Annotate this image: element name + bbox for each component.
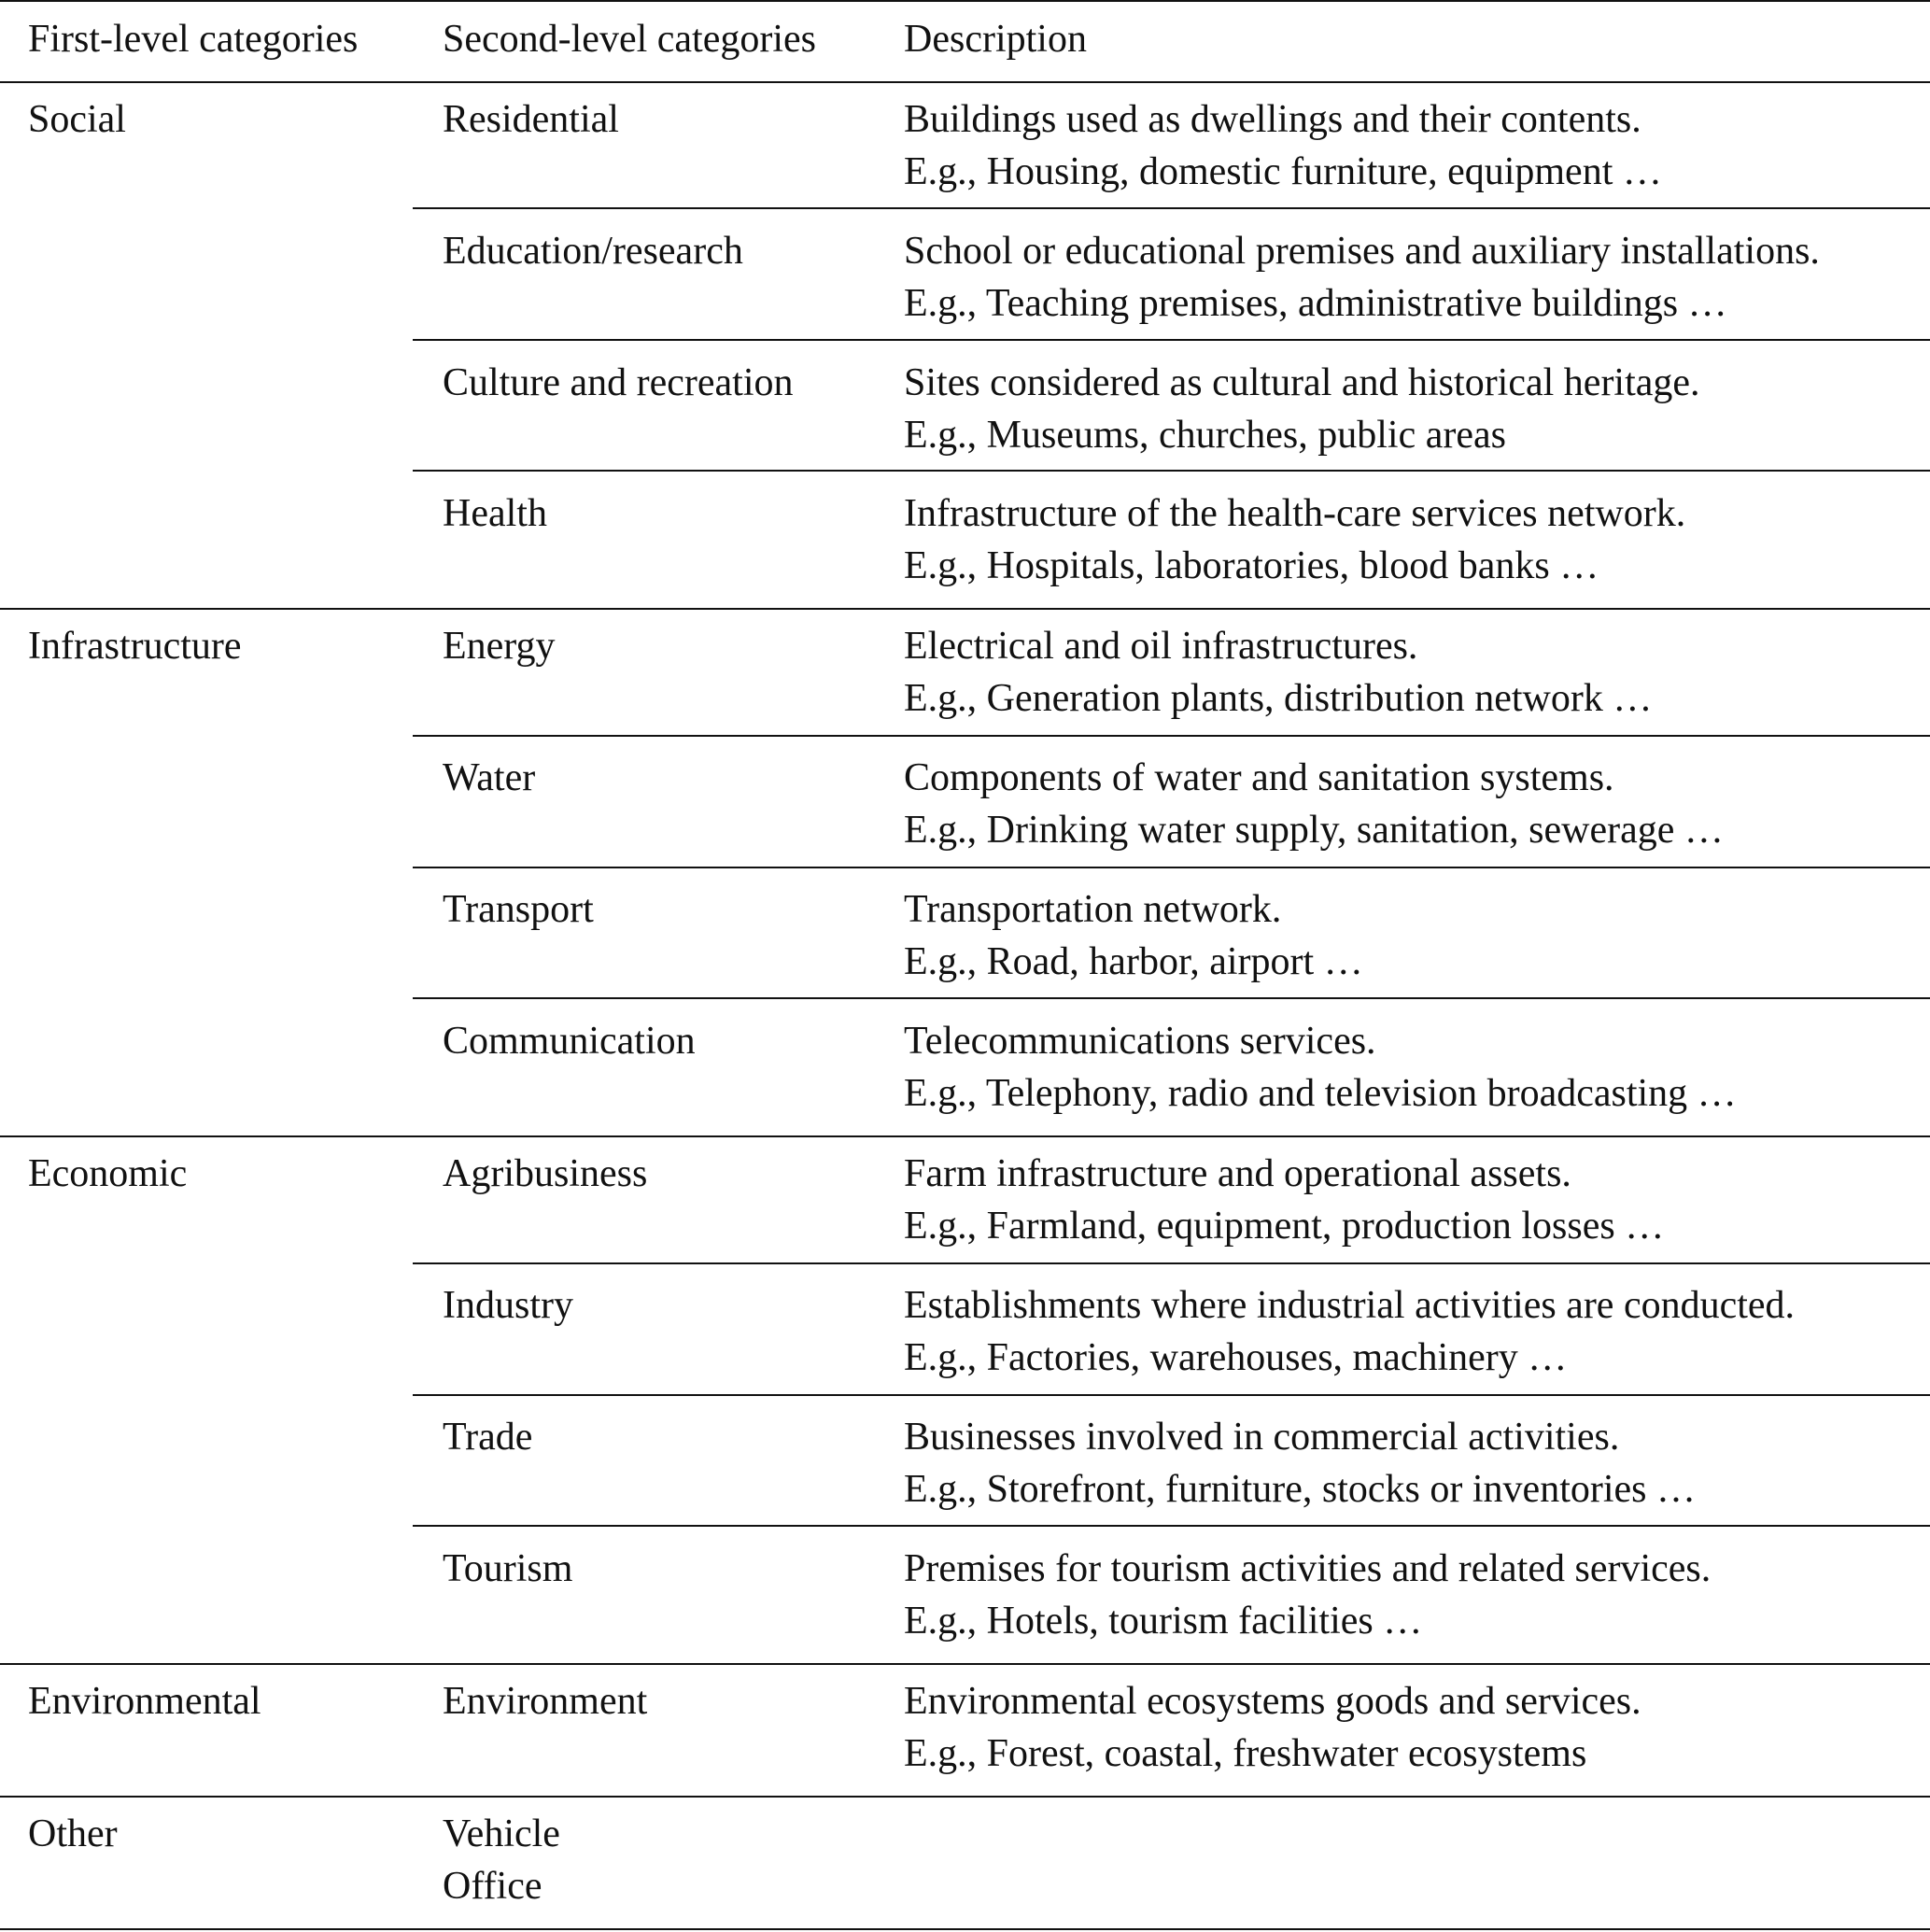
description-text: Establishments where industrial activities are conducted. [904,1284,1796,1327]
description-example: E.g., Hotels, tourism facilities … [904,1600,1423,1643]
description-example: E.g., Factories, warehouses, machinery … [904,1336,1568,1379]
description-text: Components of water and sanitation systems. [904,756,1614,799]
group-name-economic: Economic [28,1152,188,1195]
description-example: E.g., Hospitals, laboratories, blood banks … [904,544,1599,587]
subcategory: Agribusiness [443,1152,648,1195]
description [904,225,1820,330]
description-text: Sites considered as cultural and historical heritage. [904,361,1700,404]
subcategory: Transport [443,888,594,931]
group-name-other: Other [28,1812,118,1855]
group-name-infrastructure: Infrastructure [28,625,242,668]
subcategory-vehicle: Vehicle [443,1812,560,1855]
group-name-social: Social [28,98,126,141]
group-rule [0,1135,1930,1137]
header-second-level: Second-level categories [443,18,816,61]
subcategory: Industry [443,1284,573,1327]
subcategory: Tourism [443,1547,573,1590]
description-example: E.g., Road, harbor, airport … [904,940,1363,983]
group-name-environmental: Environmental [28,1680,261,1723]
description-text: Businesses involved in commercial activities. [904,1416,1620,1459]
row-rule [413,735,1930,737]
row-rule [413,867,1930,868]
description [904,1015,1737,1120]
group-rule [0,608,1930,610]
description-text: Farm infrastructure and operational assets. [904,1152,1571,1195]
description-text: Telecommunications services. [904,1020,1376,1063]
subcategory: Water [443,756,536,799]
description-text: Buildings used as dwellings and their contents. [904,98,1641,141]
description [904,487,1685,592]
row-rule [413,339,1930,341]
description-example: E.g., Teaching premises, administrative buildings … [904,282,1727,325]
description-text: School or educational premises and auxiliary installations. [904,230,1820,273]
subcategory: Health [443,492,547,535]
header-rule [0,81,1930,83]
description-text: Electrical and oil infrastructures. [904,625,1418,668]
description [904,1675,1641,1780]
row-rule [413,1262,1930,1264]
subcategory: Residential [443,98,619,141]
subcategory-office: Office [443,1865,542,1908]
description-example: E.g., Storefront, furniture, stocks or inventories … [904,1468,1696,1511]
top-rule [0,0,1930,2]
description [904,93,1662,198]
row-rule [413,207,1930,209]
description-example: E.g., Drinking water supply, sanitation, sewerage … [904,809,1724,852]
header-description: Description [904,18,1087,61]
subcategory: Culture and recreation [443,361,794,404]
subcategory: Environment [443,1680,648,1723]
row-rule [413,470,1930,472]
subcategory: Energy [443,625,556,668]
row-rule [413,1525,1930,1527]
description [904,883,1363,988]
group-rule [0,1796,1930,1798]
description [904,1279,1795,1384]
description-example: E.g., Telephony, radio and television broadcasting … [904,1072,1737,1115]
description [904,620,1652,725]
description-example: E.g., Museums, churches, public areas [904,414,1506,457]
description-text: Premises for tourism activities and related services. [904,1547,1712,1590]
description-example: E.g., Farmland, equipment, production losses … [904,1205,1665,1248]
group-rule [0,1663,1930,1665]
bottom-rule [0,1928,1930,1930]
description [904,1148,1664,1252]
subcategory: Communication [443,1020,696,1063]
description-text: Transportation network. [904,888,1282,931]
header-first-level: First-level categories [28,18,359,61]
description [904,752,1724,856]
description [904,1543,1711,1647]
subcategory [443,1808,560,1912]
description-example: E.g., Forest, coastal, freshwater ecosystems [904,1732,1587,1775]
description-example: E.g., Generation plants, distribution network … [904,677,1653,720]
row-rule [413,1394,1930,1396]
description [904,357,1700,461]
subcategory: Education/research [443,230,743,273]
description-text: Infrastructure of the health-care services network. [904,492,1686,535]
description-example: E.g., Housing, domestic furniture, equipment … [904,150,1662,193]
description-text: Environmental ecosystems goods and services. [904,1680,1641,1723]
row-rule [413,997,1930,999]
subcategory: Trade [443,1416,533,1459]
description [904,1411,1696,1516]
